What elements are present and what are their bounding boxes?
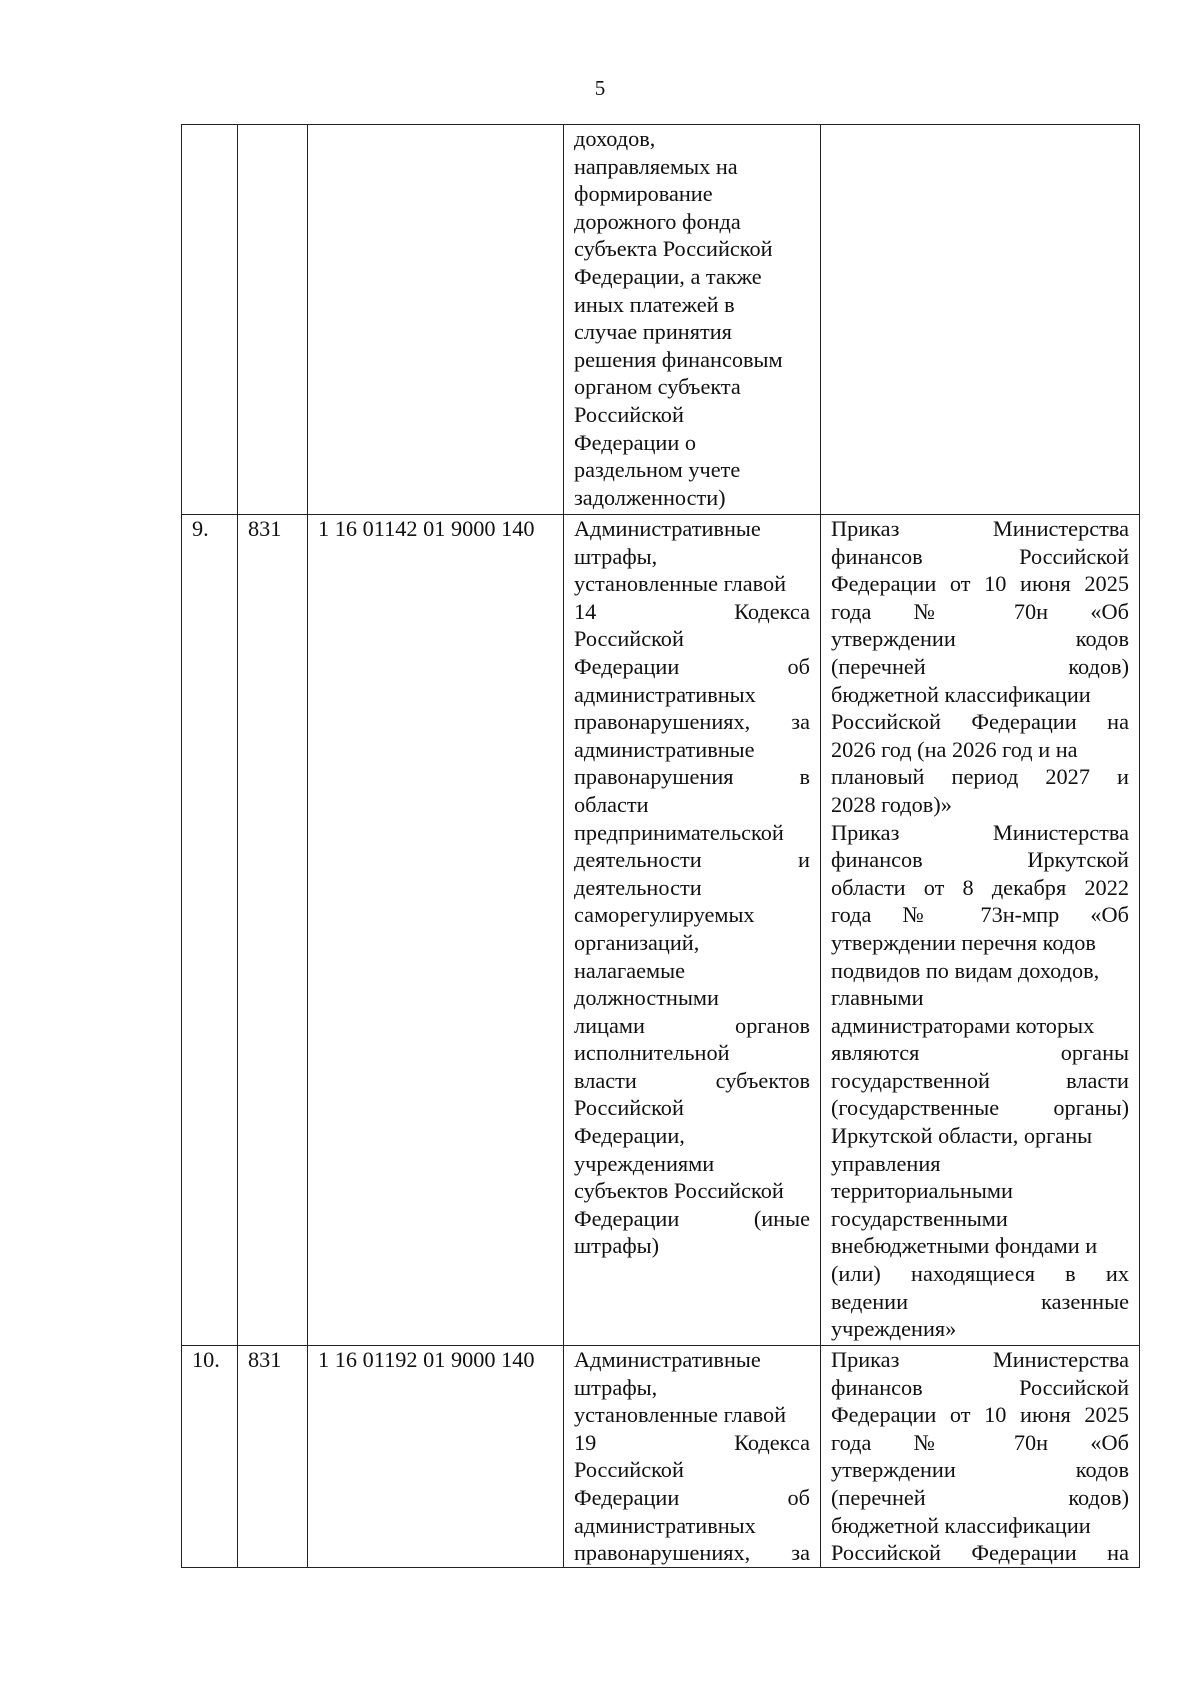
text-line: государственной власти bbox=[831, 1067, 1129, 1093]
text-line: Федерации об bbox=[574, 653, 810, 679]
row-number bbox=[182, 125, 238, 515]
text-line: власти субъектов bbox=[574, 1067, 810, 1093]
text-line: Административные bbox=[574, 516, 761, 541]
admin-code: 831 bbox=[238, 515, 308, 1346]
text-line: 19 Кодекса bbox=[574, 1429, 810, 1455]
text-line: Иркутской области, органы bbox=[831, 1123, 1093, 1149]
text-line: Федерации (иные bbox=[574, 1205, 810, 1231]
text-line: административных bbox=[574, 1512, 756, 1538]
text-line: установленные главой bbox=[574, 1402, 787, 1428]
text-line: задолженности) bbox=[574, 484, 726, 510]
text-line: плановый период 2027 и bbox=[831, 764, 1129, 790]
text-line: финансов Иркутской bbox=[831, 847, 1129, 873]
text-line: учреждения» bbox=[831, 1316, 957, 1342]
kbk-code: 1 16 01142 01 9000 140 bbox=[308, 515, 564, 1346]
legal-basis bbox=[821, 515, 1140, 1346]
row-number: 9. bbox=[182, 515, 238, 1346]
text-line: государственными bbox=[831, 1205, 1008, 1231]
text-line: Федерации о bbox=[574, 429, 697, 455]
table-row bbox=[182, 515, 1140, 1346]
income-name bbox=[564, 125, 821, 515]
text-line: штрафы, bbox=[574, 1374, 658, 1400]
text-line: административных bbox=[574, 681, 756, 707]
text-line: Федерации от 10 июня 2025 bbox=[831, 1402, 1129, 1428]
text-line: области bbox=[574, 791, 649, 817]
legal-basis bbox=[821, 1346, 1140, 1568]
table-row bbox=[182, 1346, 1140, 1568]
text-line: (перечней кодов) bbox=[831, 653, 1129, 679]
text-line: 2026 год (на 2026 год и на bbox=[831, 736, 1078, 762]
text-line: управления bbox=[831, 1150, 941, 1176]
text-line: 2028 годов)» bbox=[831, 791, 952, 817]
text-line: деятельности bbox=[574, 874, 702, 900]
text-line: случае принятия bbox=[574, 319, 732, 345]
text-line: иных платежей в bbox=[574, 291, 735, 317]
text-line: Приказ Министерства bbox=[831, 1347, 1129, 1372]
text-line: администраторами которых bbox=[831, 1012, 1095, 1038]
text-line: Федерации, bbox=[574, 1123, 685, 1149]
text-line: утверждении перечня кодов bbox=[831, 929, 1096, 955]
text-line: главными bbox=[831, 985, 924, 1011]
text-line: (или) находящиеся в их bbox=[831, 1261, 1129, 1287]
text-line: Приказ Министерства bbox=[831, 516, 1129, 541]
text-line: Российской Федерации на bbox=[831, 1540, 1129, 1566]
text-line: должностными bbox=[574, 985, 719, 1011]
text-line: (государственные органы) bbox=[831, 1095, 1129, 1121]
text-line: Российской Федерации на bbox=[831, 709, 1129, 735]
text-line: Приказ Министерства bbox=[831, 819, 1129, 845]
text-line: Административные bbox=[574, 1347, 761, 1372]
text-line: утверждении кодов bbox=[831, 1457, 1129, 1483]
row-number: 10. bbox=[182, 1346, 238, 1568]
text-line: раздельном учете bbox=[574, 457, 741, 483]
text-line: ведении казенные bbox=[831, 1288, 1129, 1314]
text-line: предпринимательской bbox=[574, 819, 784, 845]
text-line: Российской bbox=[574, 1095, 684, 1121]
text-line: финансов Российской bbox=[831, 1374, 1129, 1400]
text-line: являются органы bbox=[831, 1040, 1129, 1066]
text-line: органом субъекта bbox=[574, 374, 741, 400]
text-line: Российской bbox=[574, 401, 684, 427]
text-line: области от 8 декабря 2022 bbox=[831, 874, 1129, 900]
text-line: Федерации об bbox=[574, 1484, 810, 1510]
text-line: лицами органов bbox=[574, 1012, 810, 1038]
text-line: саморегулируемых bbox=[574, 902, 755, 928]
legal-basis bbox=[821, 125, 1140, 515]
page-number: 5 bbox=[594, 76, 606, 100]
text-line: учреждениями bbox=[574, 1150, 715, 1176]
income-name bbox=[564, 515, 821, 1346]
text-line: Федерации, а также bbox=[574, 263, 762, 289]
text-line: Российской bbox=[574, 626, 684, 652]
admin-code bbox=[238, 125, 308, 515]
text-line: налагаемые bbox=[574, 957, 685, 983]
text-line: субъектов Российской bbox=[574, 1178, 784, 1204]
text-line: года № 70н «Об bbox=[831, 598, 1129, 624]
text-line: деятельности и bbox=[574, 847, 810, 873]
text-line: установленные главой bbox=[574, 571, 787, 597]
text-line: организаций, bbox=[574, 929, 700, 955]
text-line: года № 70н «Об bbox=[831, 1429, 1129, 1455]
text-line: исполнительной bbox=[574, 1040, 730, 1066]
text-line: дорожного фонда bbox=[574, 208, 741, 234]
text-line: утверждении кодов bbox=[831, 626, 1129, 652]
table-row bbox=[182, 125, 1140, 515]
codes-table bbox=[181, 124, 1140, 1568]
text-line: доходов, bbox=[574, 126, 656, 151]
text-line: решения финансовым bbox=[574, 346, 783, 372]
income-name bbox=[564, 1346, 821, 1568]
text-line: Российской bbox=[574, 1457, 684, 1483]
kbk-code bbox=[308, 125, 564, 515]
text-line: правонарушения в bbox=[574, 764, 810, 790]
text-line: территориальными bbox=[831, 1178, 1013, 1204]
text-line: подвидов по видам доходов, bbox=[831, 957, 1100, 983]
text-line: административные bbox=[574, 736, 755, 762]
text-line: правонарушениях, за bbox=[574, 709, 810, 735]
text-line: формирование bbox=[574, 181, 713, 207]
text-line: штрафы, bbox=[574, 543, 658, 569]
text-line: (перечней кодов) bbox=[831, 1484, 1129, 1510]
text-line: внебюджетными фондами и bbox=[831, 1233, 1098, 1259]
text-line: года № 73н-мпр «Об bbox=[831, 902, 1129, 928]
admin-code: 831 bbox=[238, 1346, 308, 1568]
text-line: правонарушениях, за bbox=[574, 1540, 810, 1566]
text-line: направляемых на bbox=[574, 153, 738, 179]
text-line: штрафы) bbox=[574, 1233, 660, 1259]
text-line: финансов Российской bbox=[831, 543, 1129, 569]
text-line: 14 Кодекса bbox=[574, 598, 810, 624]
kbk-code: 1 16 01192 01 9000 140 bbox=[308, 1346, 564, 1568]
text-line: бюджетной классификации bbox=[831, 681, 1091, 707]
text-line: бюджетной классификации bbox=[831, 1512, 1091, 1538]
text-line: Федерации от 10 июня 2025 bbox=[831, 571, 1129, 597]
text-line: субъекта Российской bbox=[574, 236, 773, 262]
